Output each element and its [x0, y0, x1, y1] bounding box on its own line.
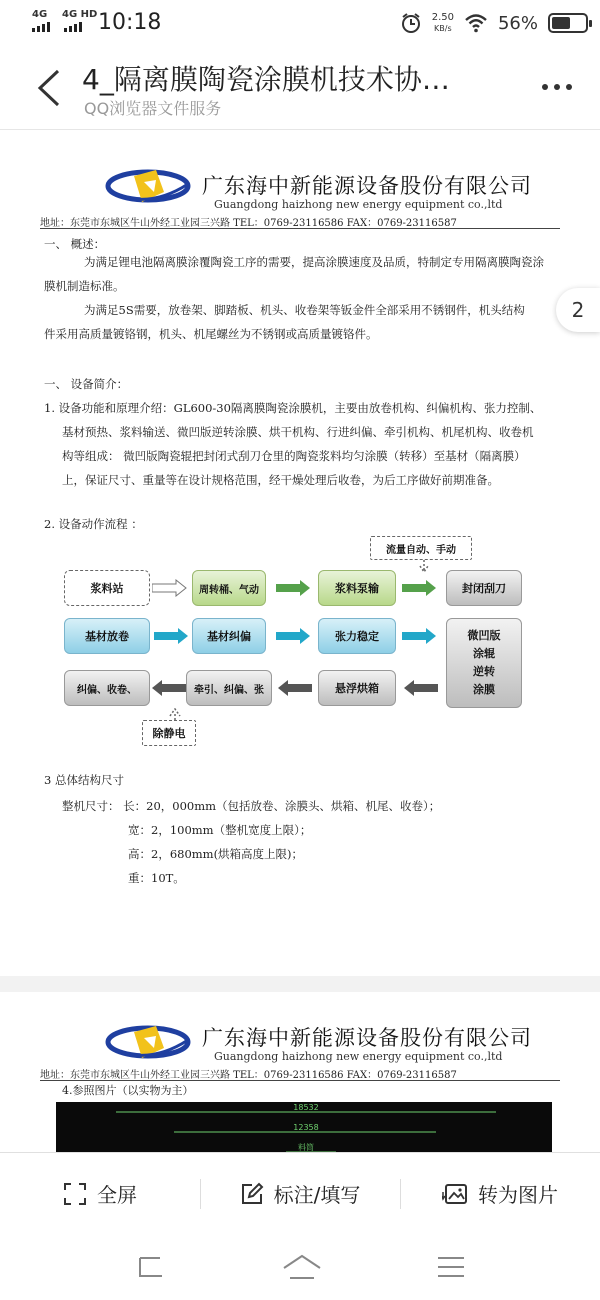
annotate-label: 标注/填写 — [273, 1183, 361, 1207]
flow-box-slurry-pump: 浆料泵输 — [318, 570, 396, 606]
section-overview-heading: 一、 概述： — [44, 237, 106, 251]
fullscreen-icon — [63, 1182, 87, 1206]
text-line: 高：2，680mm(烘箱高度上限)； — [128, 847, 304, 861]
arrow-right-icon — [152, 579, 188, 597]
header-divider — [40, 1080, 560, 1081]
reference-drawing — [56, 1102, 552, 1152]
section-dimensions-heading: 3 总体结构尺寸 — [44, 773, 124, 787]
cad-dimension: 18532 — [293, 1103, 319, 1112]
flow-heading: 2. 设备动作流程 ： — [44, 517, 143, 531]
document-page-1 — [0, 130, 600, 976]
document-page-2 — [0, 992, 600, 1152]
cad-label: 料筒 — [298, 1143, 314, 1152]
signal-2-icon — [64, 22, 82, 32]
clock: 10:18 — [98, 10, 162, 35]
text-line: 为满足锂电池隔离膜涂覆陶瓷工序的需要，提高涂膜速度及品质，特制定专用隔离膜陶瓷涂 — [84, 255, 544, 269]
company-logo — [104, 1018, 192, 1070]
company-address: 地址：东莞市东城区牛山外经工业园三兴路 TEL：0769-23116586 FAX：0769-23116587 — [40, 218, 457, 229]
alarm-icon — [400, 12, 422, 34]
arrow-right-icon — [276, 627, 312, 645]
arrow-right-icon — [402, 579, 438, 597]
signal-1-icon — [32, 22, 50, 32]
signal-1-label: 4G — [32, 9, 48, 20]
section-reference-heading: 4.参照图片（以实物为主） — [62, 1084, 194, 1097]
text-line: 件采用高质量镀铬钢，机头、机尾螺丝为不锈钢或高质量镀铬件。 — [44, 327, 378, 341]
arrow-left-icon — [152, 679, 188, 697]
section-intro-heading: 一、 设备简介： — [44, 377, 129, 391]
arrow-left-icon — [404, 679, 440, 697]
status-bar — [0, 0, 600, 44]
company-logo — [104, 162, 192, 214]
wifi-icon — [464, 13, 488, 33]
convert-to-image-button[interactable] — [400, 1153, 600, 1234]
flow-note-destatic: 除静电 — [142, 720, 196, 746]
text-line: 宽：2，100mm（整机宽度上限）； — [128, 823, 312, 837]
text-line: 1. 设备功能和原理介绍：GL600-30隔离膜陶瓷涂膜机，主要由放卷机构、纠偏机构、张力控制、 — [44, 401, 542, 415]
menu-nav-icon[interactable] — [436, 1252, 466, 1282]
back-nav-icon[interactable] — [134, 1252, 166, 1282]
cad-dimension: 12358 — [293, 1123, 319, 1132]
network-speed: 2.50 KB/s — [431, 12, 454, 33]
battery-percent: 56% — [497, 12, 538, 34]
text-line: 上，保证尺寸、重量等在设计规格范围，经干燥处理后收卷，为后工序做好前期准备。 — [62, 473, 499, 487]
flow-box-drum: 周转桶、气动 — [192, 570, 266, 606]
flow-box-closed-blade: 封闭刮刀 — [446, 570, 522, 606]
arrow-right-icon — [276, 579, 312, 597]
flow-box-floating-oven: 悬浮烘箱 — [318, 670, 396, 706]
battery-icon — [548, 13, 588, 33]
arrow-right-icon — [402, 627, 438, 645]
text-line: 为满足5S需要，放卷架、脚踏板、机头、收卷架等钣金件全部采用不锈钢件，机头结构 — [84, 303, 525, 317]
company-name: 广东海中新能源设备股份有限公司 — [202, 174, 532, 198]
edit-icon — [240, 1182, 264, 1206]
page-number-badge[interactable]: 2 — [556, 288, 600, 332]
company-address: 地址：东莞市东城区牛山外经工业园三兴路 TEL：0769-23116586 FAX：0769-23116587 — [40, 1070, 457, 1081]
flow-box-substrate-unwind: 基材放卷 — [64, 618, 150, 654]
text-line: 构等组成： 微凹版陶瓷辊把封闭式刮刀仓里的陶瓷浆料均匀涂膜（转移）至基材（隔离膜） — [62, 449, 526, 463]
convert-to-image-label: 转为图片 — [478, 1183, 558, 1207]
company-name-english: Guangdong haizhong new energy equipment co.,ltd — [214, 1050, 503, 1063]
text-line: 膜机制造标准。 — [44, 279, 125, 293]
flow-note-top: 流量自动、手动 — [370, 536, 472, 560]
back-arrow-icon[interactable] — [32, 68, 66, 108]
bottom-toolbar — [0, 1152, 600, 1234]
header-divider — [40, 228, 560, 229]
more-menu-icon[interactable] — [542, 84, 572, 90]
image-convert-icon — [442, 1182, 468, 1206]
document-source: QQ浏览器文件服务 — [84, 99, 222, 118]
text-line: 整机尺寸： 长：20，000mm（包括放卷、涂膜头、烘箱、机尾、收卷）； — [62, 799, 441, 813]
fullscreen-label: 全屏 — [97, 1183, 137, 1207]
arrow-left-icon — [278, 679, 314, 697]
arrow-down-icon — [418, 560, 430, 574]
fullscreen-button[interactable] — [0, 1153, 200, 1234]
system-navigation-bar — [0, 1234, 600, 1300]
title-bar — [0, 44, 600, 130]
company-name: 广东海中新能源设备股份有限公司 — [202, 1026, 532, 1050]
flow-box-rewind: 纠偏、收卷、 — [64, 670, 150, 706]
text-line: 基材预热、浆料输送、微凹版逆转涂膜、烘干机构、行进纠偏、牵引机构、机尾机构、收卷机 — [62, 425, 534, 439]
home-nav-icon[interactable] — [282, 1252, 322, 1282]
text-line: 重：10T。 — [128, 871, 185, 885]
annotate-button[interactable] — [200, 1153, 400, 1234]
flow-box-gravure-coater: 微凹版 涂辊 逆转 涂膜 — [446, 618, 522, 708]
signal-2-label: 4G HD — [62, 9, 98, 20]
flow-box-traction: 牵引、纠偏、张 — [186, 670, 272, 706]
flow-box-slurry-station: 浆料站 — [64, 570, 150, 606]
flow-box-tension: 张力稳定 — [318, 618, 396, 654]
arrow-right-icon — [154, 627, 190, 645]
company-name-english: Guangdong haizhong new energy equipment co.,ltd — [214, 198, 503, 211]
document-title: 4_隔离膜陶瓷涂膜机技术协… — [82, 63, 450, 96]
flow-box-substrate-correction: 基材纠偏 — [192, 618, 266, 654]
